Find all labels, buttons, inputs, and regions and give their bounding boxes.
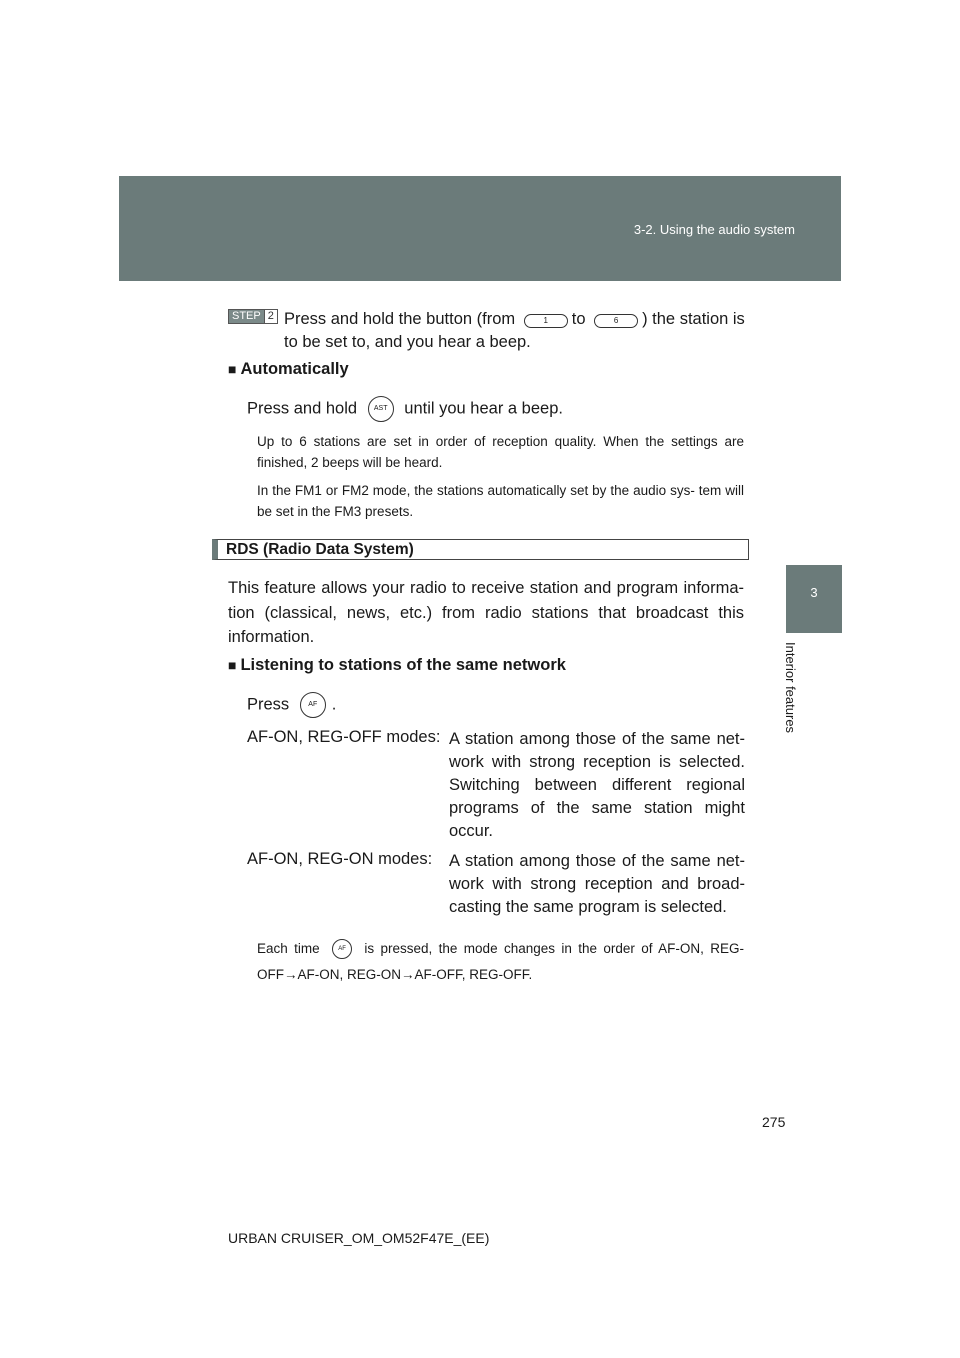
step-text-b: to	[571, 310, 586, 328]
preset-6-button-icon: 6	[594, 314, 638, 328]
chapter-number: 3	[810, 585, 818, 600]
af-instruction: Press AF .	[247, 692, 336, 718]
step-word: STEP	[229, 310, 264, 323]
same-network-heading: ■ Listening to stations of the same network	[228, 656, 566, 674]
automatically-instruction: Press and hold AST until you hear a beep.	[247, 396, 563, 422]
af-button-icon: AF	[300, 692, 326, 718]
mode-2-label: AF-ON, REG-ON modes:	[247, 850, 433, 868]
step-text	[284, 308, 748, 354]
document-footer: URBAN CRUISER_OM_OM52F47E_(EE)	[228, 1230, 490, 1246]
af-mode-note: Each time AF is pressed, the mode changes in the order of AF-ON, REG-OFF→AF-ON, REG-ON→AF-OFF, REG-OFF.	[257, 941, 744, 982]
ast-button-icon: AST	[368, 396, 394, 422]
mode-1-description: A station among those of the same net- work with strong reception is selected. Switching between different regional programs of the same station might occur.	[449, 730, 745, 840]
automatically-note-2: In the FM1 or FM2 mode, the stations automatically set by the audio sys- tem will be set in the FM3 presets.	[257, 483, 744, 519]
step-number: 2	[264, 310, 277, 323]
mode-2-description: A station among those of the same net- work with strong reception and broad- casting the same program is selected.	[449, 852, 745, 916]
step-badge	[228, 309, 278, 324]
step-text-c: ) the station is	[642, 310, 745, 328]
page-header	[119, 176, 841, 281]
chapter-label: Interior features	[783, 642, 798, 734]
page-number: 275	[762, 1114, 786, 1130]
mode-1-label: AF-ON, REG-OFF modes:	[247, 728, 441, 746]
rds-section-heading: RDS (Radio Data System)	[212, 539, 749, 560]
step-text-a: Press and hold the button (from	[284, 310, 516, 328]
af-button-icon: AF	[332, 939, 352, 959]
step-text-d: to be set to, and you hear a beep.	[284, 333, 531, 351]
preset-1-button-icon: 1	[524, 314, 568, 328]
square-bullet-icon: ■	[228, 657, 237, 673]
chapter-tab	[786, 565, 842, 633]
automatically-note-1: Up to 6 stations are set in order of reception quality. When the settings are finished, 2 beeps will be heard.	[257, 434, 744, 470]
section-title: 3-2. Using the audio system	[633, 222, 795, 237]
rds-intro: This feature allows your radio to receive station and program informa- tion (classical, news, etc.) from radio stations that broadcast this information.	[228, 579, 744, 646]
automatically-heading: ■ Automatically	[228, 360, 349, 378]
square-bullet-icon: ■	[228, 361, 237, 377]
